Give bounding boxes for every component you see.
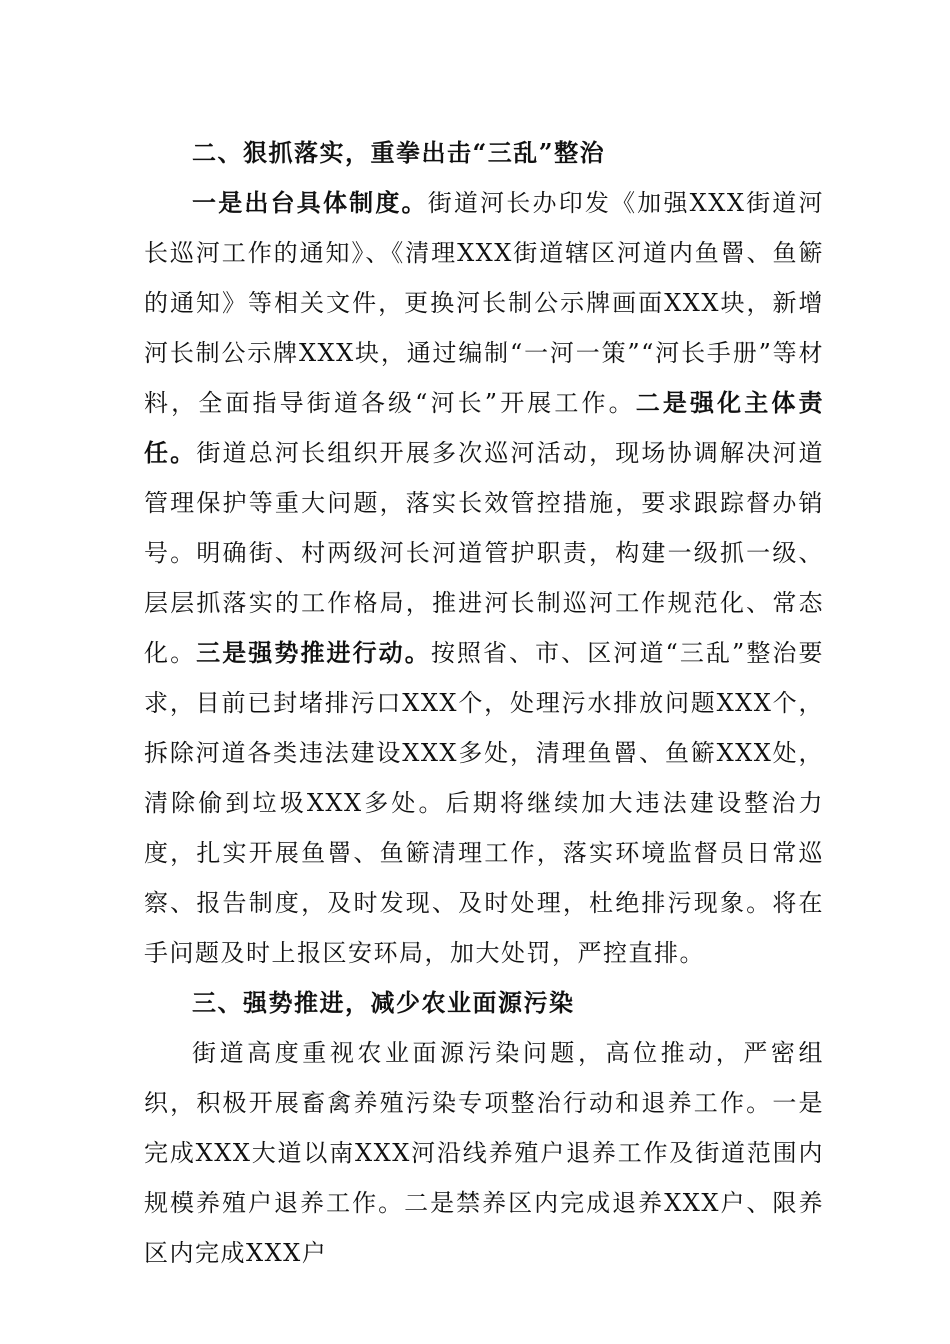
- section-2-text-2: 街道总河长组织开展多次巡河活动，现场协调解决河道管理保护等重大问题，落实长效管控措施，要求跟踪督办销号。明确街、村两级河长河道管护职责，构建一级抓一级、层层抓落实的工作格局，推进河长制巡河工作规范化、常态化。: [144, 439, 825, 667]
- section-2-lead-2: 二是强化主体责任。: [144, 388, 825, 467]
- section-2-text-3: 按照省、市、区河道“三乱”整治要求，目前已封堵排污口XXX个，处理污水排放问题XXX个，拆除河道各类违法建设XXX多处，清理鱼罾、鱼簖XXX处，清除偷到垃圾XXX多处。后期将继续加大违法建设整治力度，扎实开展鱼罾、鱼簖清理工作，落实环境监督员日常巡察、报告制度，及时发现、及时处理，杜绝排污现象。将在手问题及时上报区安环局，加大处罚，严控直排。: [144, 639, 825, 967]
- section-2-text-1: 街道河长办印发《加强XXX街道河长巡河工作的通知》、《清理XXX街道辖区河道内鱼罾、鱼簖的通知》等相关文件，更换河长制公示牌画面XXX块，新增河长制公示牌XXX块，通过编制“一河一策”“河长手册”等材料，全面指导街道各级“河长”开展工作。: [144, 189, 824, 417]
- section-2-lead-1: 一是出台具体制度。: [192, 188, 428, 217]
- section-2-lead-3: 三是强势推进行动。: [196, 638, 431, 667]
- section-2-paragraph: [144, 178, 824, 978]
- section-3-paragraph: 街道高度重视农业面源污染问题，高位推动，严密组织，积极开展畜禽养殖污染专项整治行动和退养工作。一是完成XXX大道以南XXX河沿线养殖户退养工作及街道范围内规模养殖户退养工作。二是禁养区内完成退养XXX户、限养区内完成XXX户: [144, 1039, 824, 1267]
- section-2-heading: 二、狠抓落实，重拳出击“三乱”整治: [192, 138, 606, 167]
- section-3-heading: 三、强势推进，减少农业面源污染: [192, 988, 575, 1017]
- document-body: [144, 128, 824, 1278]
